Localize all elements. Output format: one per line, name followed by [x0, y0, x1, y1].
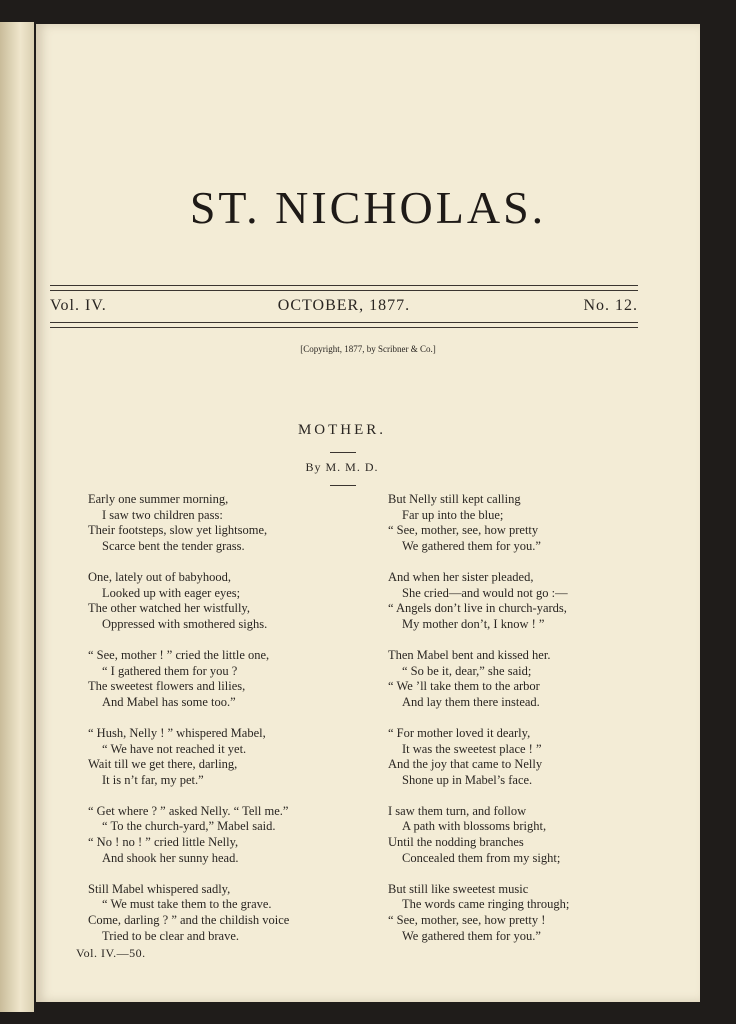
masthead-title: ST. NICHOLAS.: [189, 182, 547, 233]
poem-line: “ We must take them to the grave.: [102, 897, 272, 912]
poem-line: Early one summer morning,: [88, 492, 229, 506]
poem-line: It is n’t far, my pet.”: [102, 772, 204, 787]
poem-column-right: [388, 492, 678, 960]
poem-line: I saw two children pass:: [102, 507, 223, 522]
poem-stanza: [388, 570, 678, 632]
poem-stanza: [388, 804, 678, 866]
poem-line: The other watched her wistfully,: [88, 601, 250, 616]
poem-line: Oppressed with smothered sighs.: [102, 616, 268, 631]
poem-line: Tried to be clear and brave.: [102, 928, 239, 943]
issue-rule: [50, 327, 638, 328]
poem-stanza: [88, 726, 378, 788]
poem-line: And the joy that came to Nelly: [388, 757, 543, 772]
poem-line: Still Mabel whispered sadly,: [88, 881, 231, 896]
page-footer: Vol. IV.—50.: [76, 946, 146, 960]
poem-line: Concealed them from my sight;: [402, 850, 561, 865]
masthead-rule: [50, 290, 638, 291]
poem-stanza: [88, 492, 378, 554]
poem-line: “ Hush, Nelly ! ” whispered Mabel,: [88, 725, 266, 740]
poem-line: My mother don’t, I know ! ”: [402, 616, 545, 631]
poem-line: “ Angels don’t live in church-yards,: [388, 601, 567, 616]
issue-line: [50, 297, 638, 319]
poem-stanza: [88, 570, 378, 632]
poem-line: The sweetest flowers and lilies,: [88, 679, 246, 694]
poem-line: But still like sweetest music: [388, 881, 529, 896]
poem-title: MOTHER.: [297, 422, 387, 438]
poem-line: And Mabel has some too.”: [102, 694, 236, 709]
poem-line: Far up into the blue;: [402, 507, 504, 522]
poem-line: But Nelly still kept calling: [388, 492, 521, 506]
poem-line: “ For mother loved it dearly,: [388, 725, 531, 740]
poem-stanza: [388, 492, 678, 554]
poem-line: “ No ! no ! ” cried little Nelly,: [88, 835, 239, 850]
poem-line: Wait till we get there, darling,: [88, 757, 238, 772]
facing-page-edge: [0, 22, 34, 1012]
poem-line: And shook her sunny head.: [102, 850, 239, 865]
issue-number: No. 12.: [583, 297, 638, 314]
poem-line: “ See, mother, see, how pretty: [388, 523, 539, 538]
poem-line: She cried—and would not go :—: [402, 585, 568, 600]
volume-label: Vol. IV.: [50, 297, 107, 314]
masthead-rule: [50, 285, 638, 286]
copyright-notice: [Copyright, 1877, by Scribner & Co.]: [300, 344, 436, 354]
poem-line: A path with blossoms bright,: [402, 819, 547, 834]
poem-line: “ We ’ll take them to the arbor: [388, 679, 540, 694]
poem-column-left: [88, 492, 378, 960]
poem-line: Their footsteps, slow yet lightsome,: [88, 523, 268, 538]
issue-rule: [50, 322, 638, 323]
poem-stanza: [88, 804, 378, 866]
poem-line: “ To the church-yard,” Mabel said.: [102, 819, 276, 834]
title-divider: [330, 452, 356, 453]
poem-line: And when her sister pleaded,: [388, 569, 534, 584]
poem-line: Scarce bent the tender grass.: [102, 538, 245, 553]
poem-line: We gathered them for you.”: [402, 928, 541, 943]
poem-stanza: [388, 882, 678, 944]
poem-line: Shone up in Mabel’s face.: [402, 772, 533, 787]
byline-divider: [330, 485, 356, 486]
poem-byline: By M. M. D.: [305, 460, 379, 474]
poem-line: And lay them there instead.: [402, 694, 540, 709]
issue-date: OCTOBER, 1877.: [277, 297, 411, 314]
poem-line: Looked up with eager eyes;: [102, 585, 241, 600]
poem-line: We gathered them for you.”: [402, 538, 541, 553]
poem-line: The words came ringing through;: [402, 897, 570, 912]
poem-line: I saw them turn, and follow: [388, 803, 527, 818]
poem-line: “ We have not reached it yet.: [102, 741, 247, 756]
poem-line: “ See, mother, see, how pretty !: [388, 913, 546, 928]
poem-line: “ Get where ? ” asked Nelly. “ Tell me.”: [88, 803, 289, 818]
poem-stanza: [88, 882, 378, 944]
poem-line: It was the sweetest place ! ”: [402, 741, 542, 756]
poem-line: “ I gathered them for you ?: [102, 663, 238, 678]
poem-line: Then Mabel bent and kissed her.: [388, 647, 551, 662]
magazine-page: [36, 24, 700, 1002]
poem-stanza: [88, 648, 378, 710]
poem-stanza: [388, 726, 678, 788]
poem-stanza: [388, 648, 678, 710]
poem-line: One, lately out of babyhood,: [88, 569, 232, 584]
poem-line: “ See, mother ! ” cried the little one,: [88, 647, 270, 662]
poem-line: Until the nodding branches: [388, 835, 524, 850]
poem-line: Come, darling ? ” and the childish voice: [88, 913, 290, 928]
poem-line: “ So be it, dear,” she said;: [402, 663, 532, 678]
